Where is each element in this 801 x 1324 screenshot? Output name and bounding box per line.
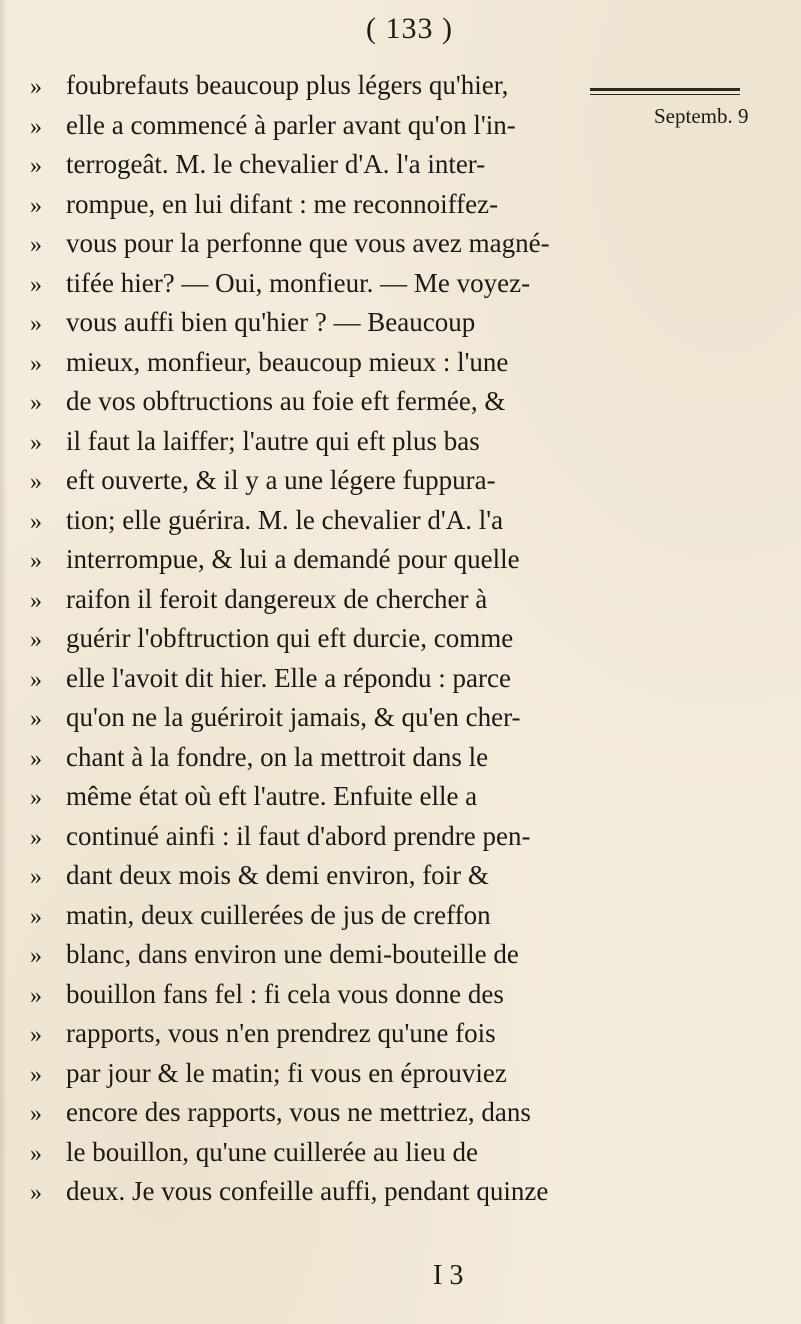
body-text <box>30 66 720 1212</box>
guillemet-mark: » <box>30 587 42 614</box>
line-text: mieux, monfieur, beaucoup mieux : l'une <box>66 346 509 377</box>
text-line <box>30 224 720 264</box>
line-text: encore des rapports, vous ne mettriez, dans <box>66 1097 531 1127</box>
line-text: foubrefauts beaucoup plus légers qu'hier, <box>66 70 509 100</box>
line-text: bouillon fans fel : fi cela vous donne des <box>66 978 504 1009</box>
guillemet-mark: » <box>30 627 42 653</box>
text-line <box>30 1172 720 1212</box>
text-line <box>30 501 720 541</box>
text-line <box>30 1133 720 1173</box>
text-line <box>30 935 720 975</box>
guillemet-mark: » <box>30 864 42 890</box>
text-line <box>30 106 720 146</box>
line-text: continué ainfi : il faut d'abord prendre pen- <box>66 820 531 851</box>
guillemet-mark: » <box>30 350 42 377</box>
text-line <box>30 975 720 1015</box>
guillemet-mark: » <box>30 1022 42 1048</box>
page-number: ( 133 ) <box>366 12 453 45</box>
guillemet-mark: » <box>30 74 42 100</box>
line-text: guérir l'obftruction qui eft durcie, comme <box>66 623 514 653</box>
guillemet-mark: » <box>30 232 42 258</box>
text-line <box>30 777 720 817</box>
guillemet-mark: » <box>30 429 42 456</box>
text-line <box>30 382 720 422</box>
text-line <box>30 461 720 501</box>
guillemet-mark: » <box>30 1101 42 1127</box>
line-text: de vos obftructions au foie eft fermée, & <box>66 386 506 416</box>
guillemet-mark: » <box>30 548 42 574</box>
guillemet-mark: » <box>30 824 42 851</box>
text-line <box>30 856 720 896</box>
guillemet-mark: » <box>30 153 42 179</box>
guillemet-mark: » <box>30 903 42 930</box>
guillemet-mark: » <box>30 271 42 298</box>
guillemet-mark: » <box>30 113 42 140</box>
guillemet-mark: » <box>30 785 42 811</box>
text-line <box>30 66 720 106</box>
text-line <box>30 185 720 225</box>
line-text: rompue, en lui difant : me reconnoiffez- <box>66 188 499 219</box>
line-text: blanc, dans environ une demi-bouteille de <box>66 939 519 969</box>
signature-catchword: I 3 <box>433 1260 464 1291</box>
text-line <box>30 1093 720 1133</box>
text-line <box>30 343 720 383</box>
guillemet-mark: » <box>30 745 42 772</box>
margin-date-note: Septemb. 9 <box>654 104 749 128</box>
guillemet-mark: » <box>30 311 42 337</box>
guillemet-mark: » <box>30 706 42 732</box>
line-text: vous auffi bien qu'hier ? — Beaucoup <box>66 307 476 337</box>
page-gutter-shadow <box>0 0 8 1324</box>
line-text: par jour & le matin; fi vous en éprouviez <box>66 1057 507 1088</box>
guillemet-mark: » <box>30 390 42 416</box>
line-text: tifée hier? — Oui, monfieur. — Me voyez- <box>66 267 531 298</box>
line-text: elle l'avoit dit hier. Elle a répondu : parce <box>66 662 511 693</box>
line-text: il faut la laiffer; l'autre qui eft plus bas <box>66 425 480 456</box>
guillemet-mark: » <box>30 1061 42 1088</box>
line-text: deux. Je vous confeille auffi, pendant quinze <box>66 1176 549 1206</box>
text-line <box>30 1054 720 1094</box>
guillemet-mark: » <box>30 666 42 693</box>
text-line <box>30 145 720 185</box>
line-text: qu'on ne la guériroit jamais, & qu'en cher- <box>66 702 521 732</box>
line-text: dant deux mois & demi environ, foir & <box>66 860 489 890</box>
line-text: raifon il feroit dangereux de chercher à <box>66 583 488 614</box>
text-line <box>30 303 720 343</box>
guillemet-mark: » <box>30 192 42 219</box>
line-text: interrompue, & lui a demandé pour quelle <box>66 544 520 574</box>
guillemet-mark: » <box>30 469 42 495</box>
line-text: matin, deux cuillerées de jus de creffon <box>66 899 491 930</box>
line-text: chant à la fondre, on la mettroit dans le <box>66 741 489 772</box>
text-line <box>30 422 720 462</box>
line-text: terrogeât. M. le chevalier d'A. l'a inter- <box>66 149 486 179</box>
line-text: eft ouverte, & il y a une légere fuppura- <box>66 465 496 495</box>
text-line <box>30 817 720 857</box>
text-line <box>30 738 720 778</box>
guillemet-mark: » <box>30 1140 42 1167</box>
line-text: rapports, vous n'en prendrez qu'une fois <box>66 1018 496 1048</box>
line-text: même état où eft l'autre. Enfuite elle a <box>66 781 478 811</box>
text-line <box>30 580 720 620</box>
text-line <box>30 619 720 659</box>
line-text: le bouillon, qu'une cuillerée au lieu de <box>66 1136 478 1167</box>
text-line <box>30 264 720 304</box>
text-line <box>30 896 720 936</box>
guillemet-mark: » <box>30 508 42 535</box>
guillemet-mark: » <box>30 982 42 1009</box>
text-line <box>30 698 720 738</box>
line-text: tion; elle guérira. M. le chevalier d'A. l'a <box>66 504 504 535</box>
line-text: vous pour la perfonne que vous avez magné- <box>66 228 550 258</box>
text-line <box>30 1014 720 1054</box>
guillemet-mark: » <box>30 943 42 969</box>
guillemet-mark: » <box>30 1180 42 1206</box>
text-line <box>30 540 720 580</box>
line-text: elle a commencé à parler avant qu'on l'in- <box>66 109 516 140</box>
text-line <box>30 659 720 699</box>
